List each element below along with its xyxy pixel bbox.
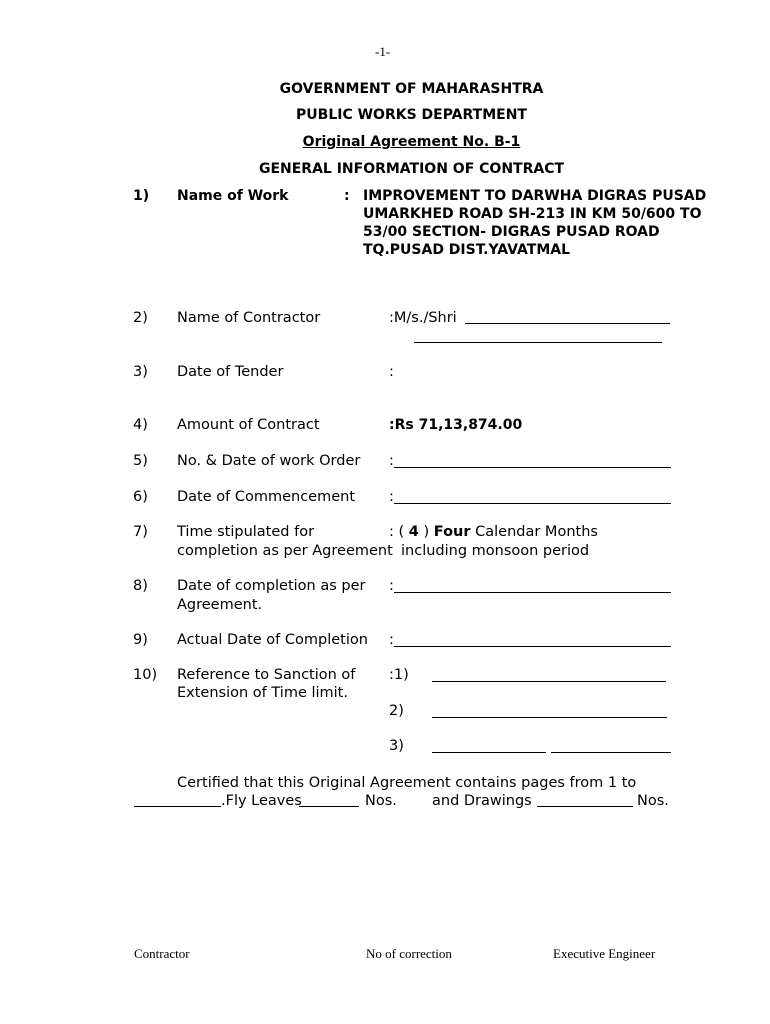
date-of-completion-label-line: Date of completion as per <box>177 578 366 594</box>
actual-date-of-completion-colon: : <box>389 632 394 648</box>
pages-blank-line[interactable] <box>134 806 221 807</box>
date-of-completion-colon: : <box>389 578 394 594</box>
fly-leaves-blank-line[interactable] <box>299 806 359 807</box>
work-order-blank-line[interactable] <box>394 467 671 468</box>
work-order-label: No. & Date of work Order <box>177 453 361 469</box>
page-number: -1- <box>375 44 391 59</box>
work-order-colon: : <box>389 453 394 469</box>
date-of-completion-label-line: Agreement. <box>177 597 263 613</box>
item-number: 1) <box>133 188 150 204</box>
time-stipulated-label-line: Time stipulated for <box>177 524 315 540</box>
drawings-label: and Drawings <box>432 793 532 809</box>
value-suffix: Calendar Months <box>470 524 598 540</box>
extension-reference-label-line: Extension of Time limit. <box>177 685 348 701</box>
name-of-work-value-line: UMARKHED ROAD SH-213 IN KM 50/600 TO <box>363 206 702 222</box>
fly-leaves-label: .Fly Leaves <box>221 793 302 809</box>
government-title: GOVERNMENT OF MAHARASHTRA <box>279 81 544 97</box>
name-of-contractor-label: Name of Contractor <box>177 310 321 326</box>
date-of-commencement-colon: : <box>389 489 394 505</box>
value-mid: ) <box>418 524 434 540</box>
date-of-tender-value: : <box>389 364 394 380</box>
actual-date-of-completion-blank-line[interactable] <box>394 646 671 647</box>
item-number: 10) <box>133 667 158 683</box>
item-number: 3) <box>133 364 148 380</box>
agreement-number: Original Agreement No. B-1 <box>302 134 521 150</box>
item-number: 6) <box>133 489 148 505</box>
name-of-work-value-line: TQ.PUSAD DIST.YAVATMAL <box>363 242 571 258</box>
item-number: 4) <box>133 417 148 433</box>
item-number: 8) <box>133 578 148 594</box>
drawings-nos: Nos. <box>637 793 669 809</box>
extension-ref-2-label: 2) <box>389 703 404 719</box>
item-number: 7) <box>133 524 148 540</box>
no-of-correction-label: No of correction <box>366 946 452 961</box>
extension-ref-3-blank-line-a[interactable] <box>432 752 546 753</box>
certification-text: Certified that this Original Agreement contains pages from 1 to <box>177 775 637 791</box>
name-of-work-value-line: 53/00 SECTION- DIGRAS PUSAD ROAD <box>363 224 660 240</box>
extension-reference-label-line: Reference to Sanction of <box>177 667 356 683</box>
time-stipulated-value <box>389 524 598 540</box>
fly-leaves-nos: Nos. <box>365 793 397 809</box>
date-of-completion-blank-line[interactable] <box>394 592 671 593</box>
extension-ref-3-blank-line-b[interactable] <box>551 752 671 753</box>
months-word: Four <box>433 524 471 540</box>
item-number: 2) <box>133 310 148 326</box>
department-title: PUBLIC WORKS DEPARTMENT <box>296 107 527 123</box>
name-of-work-value-line: IMPROVEMENT TO DARWHA DIGRAS PUSAD <box>363 188 707 204</box>
amount-of-contract-value: :Rs 71,13,874.00 <box>389 417 523 433</box>
contractor-signature-label: Contractor <box>134 946 190 961</box>
extension-ref-1-blank-line[interactable] <box>432 681 666 682</box>
date-of-tender-label: Date of Tender <box>177 364 284 380</box>
time-stipulated-label-line: completion as per Agreement <box>177 543 393 559</box>
item-number: 9) <box>133 632 148 648</box>
extension-ref-1-label: :1) <box>389 667 409 683</box>
drawings-blank-line[interactable] <box>537 806 633 807</box>
amount-of-contract-label: Amount of Contract <box>177 417 320 433</box>
time-stipulated-value-line2: including monsoon period <box>401 543 590 559</box>
separator-colon: : <box>344 188 350 204</box>
name-of-contractor-prefix: :M/s./Shri <box>389 310 457 326</box>
contractor-blank-line[interactable] <box>465 323 670 324</box>
executive-engineer-label: Executive Engineer <box>553 946 656 961</box>
date-of-commencement-blank-line[interactable] <box>394 503 671 504</box>
value-prefix: : ( <box>389 524 409 540</box>
name-of-work-label: Name of Work <box>177 188 289 204</box>
actual-date-of-completion-label: Actual Date of Completion <box>177 632 368 648</box>
months-number: 4 <box>408 524 419 540</box>
contractor-blank-line-2[interactable] <box>414 342 662 343</box>
section-title: GENERAL INFORMATION OF CONTRACT <box>258 161 565 177</box>
item-number: 5) <box>133 453 148 469</box>
date-of-commencement-label: Date of Commencement <box>177 489 356 505</box>
extension-ref-3-label: 3) <box>389 738 404 754</box>
extension-ref-2-blank-line[interactable] <box>432 717 667 718</box>
